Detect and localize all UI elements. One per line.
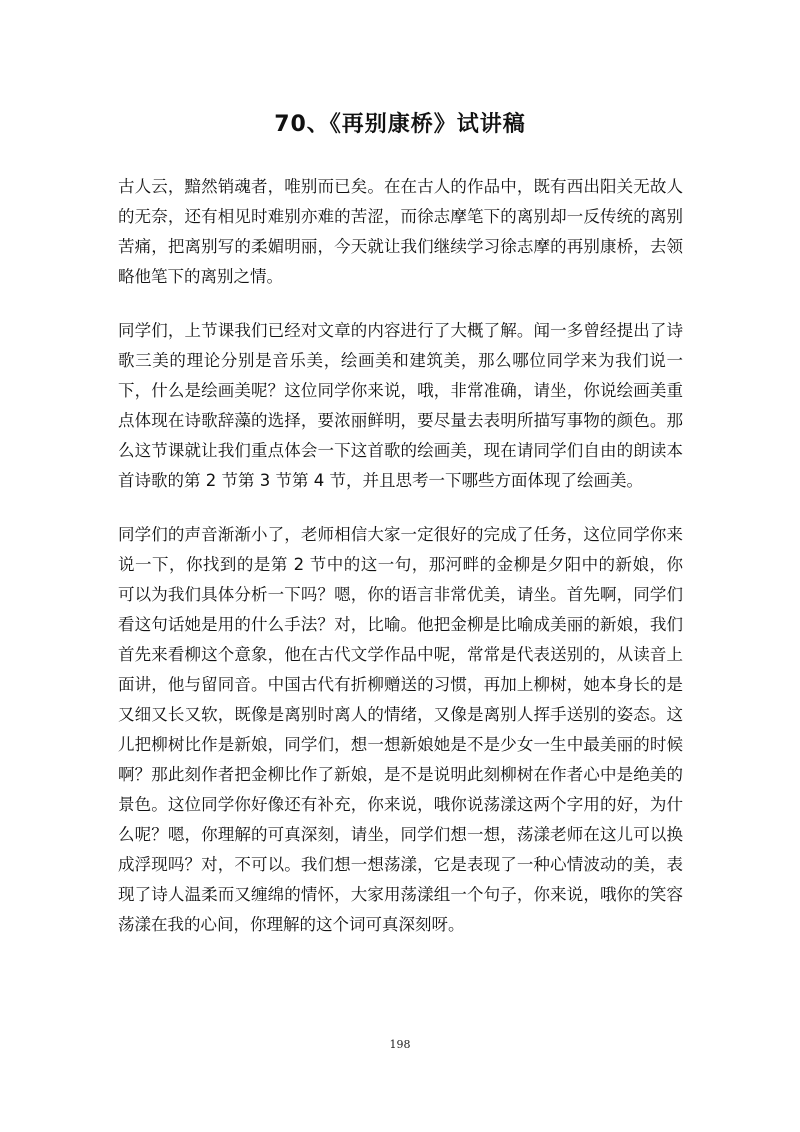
page-number: 198 — [389, 1038, 411, 1051]
document-body — [118, 172, 683, 964]
page-title: 70、《再别康桥》试讲稿 — [274, 112, 526, 137]
paragraph-intro: 古人云，黯然销魂者，唯别而已矣。在在古人的作品中，既有西出阳关无故人的无奈，还有相见时难别亦难的苦涩，而徐志摩笔下的离别却一反传统的离别苦痛，把离别写的柔媚明丽，今天就让我们继续学习徐志摩的再别康桥，去领略他笔下的离别之情。 — [118, 177, 683, 286]
paragraph-painting-beauty: 同学们，上节课我们已经对文章的内容进行了大概了解。闻一多曾经提出了诗歌三美的理论分别是音乐美，绘画美和建筑美，那么哪位同学来为我们说一下，什么是绘画美呢？这位同学你来说，哦，非常准确，请坐，你说绘画美重点体现在诗歌辞藻的选择，要浓丽鲜明，要尽量去表明所描写事物的颜色。那么这节课就让我们重点体会一下这首歌的绘画美，现在请同学们自由的朗读本首诗歌的第 2 节第 3 节第 4 节，并且思考一下哪些方面体现了绘画美。 — [118, 321, 683, 490]
paragraph-golden-willow: 同学们的声音渐渐小了，老师相信大家一定很好的完成了任务，这位同学你来说一下，你找到的是第 2 节中的这一句，那河畔的金柳是夕阳中的新娘，你可以为我们具体分析一下吗？嗯，你的语言非常优美，请坐。首先啊，同学们看这句话她是用的什么手法？对，比喻。他把金柳是比喻成美丽的新娘，我们首先来看柳这个意象，他在古代文学作品中呢，常常是代表送别的，从读音上面讲，他与留同音。中国古代有折柳赠送的习惯，再加上柳树，她本身长的是又细又长又软，既像是离别时离人的情绪，又像是离别人挥手送别的姿态。这儿把柳树比作是新娘，同学们，想一想新娘她是不是少女一生中最美丽的时候啊？那此刻作者把金柳比作了新娘，是不是说明此刻柳树在作者心中是绝美的景色。这位同学你好像还有补充，你来说，哦你说荡漾这两个字用的好，为什么呢？嗯，你理解的可真深刻，请坐，同学们想一想，荡漾老师在这儿可以换成浮现吗？对，不可以。我们想一想荡漾，它是表现了一种心情波动的美，表现了诗人温柔而又缠绵的情怀，大家用荡漾组一个句子，你来说，哦你的笑容荡漾在我的心间，你理解的这个词可真深刻呀。 — [118, 525, 683, 934]
